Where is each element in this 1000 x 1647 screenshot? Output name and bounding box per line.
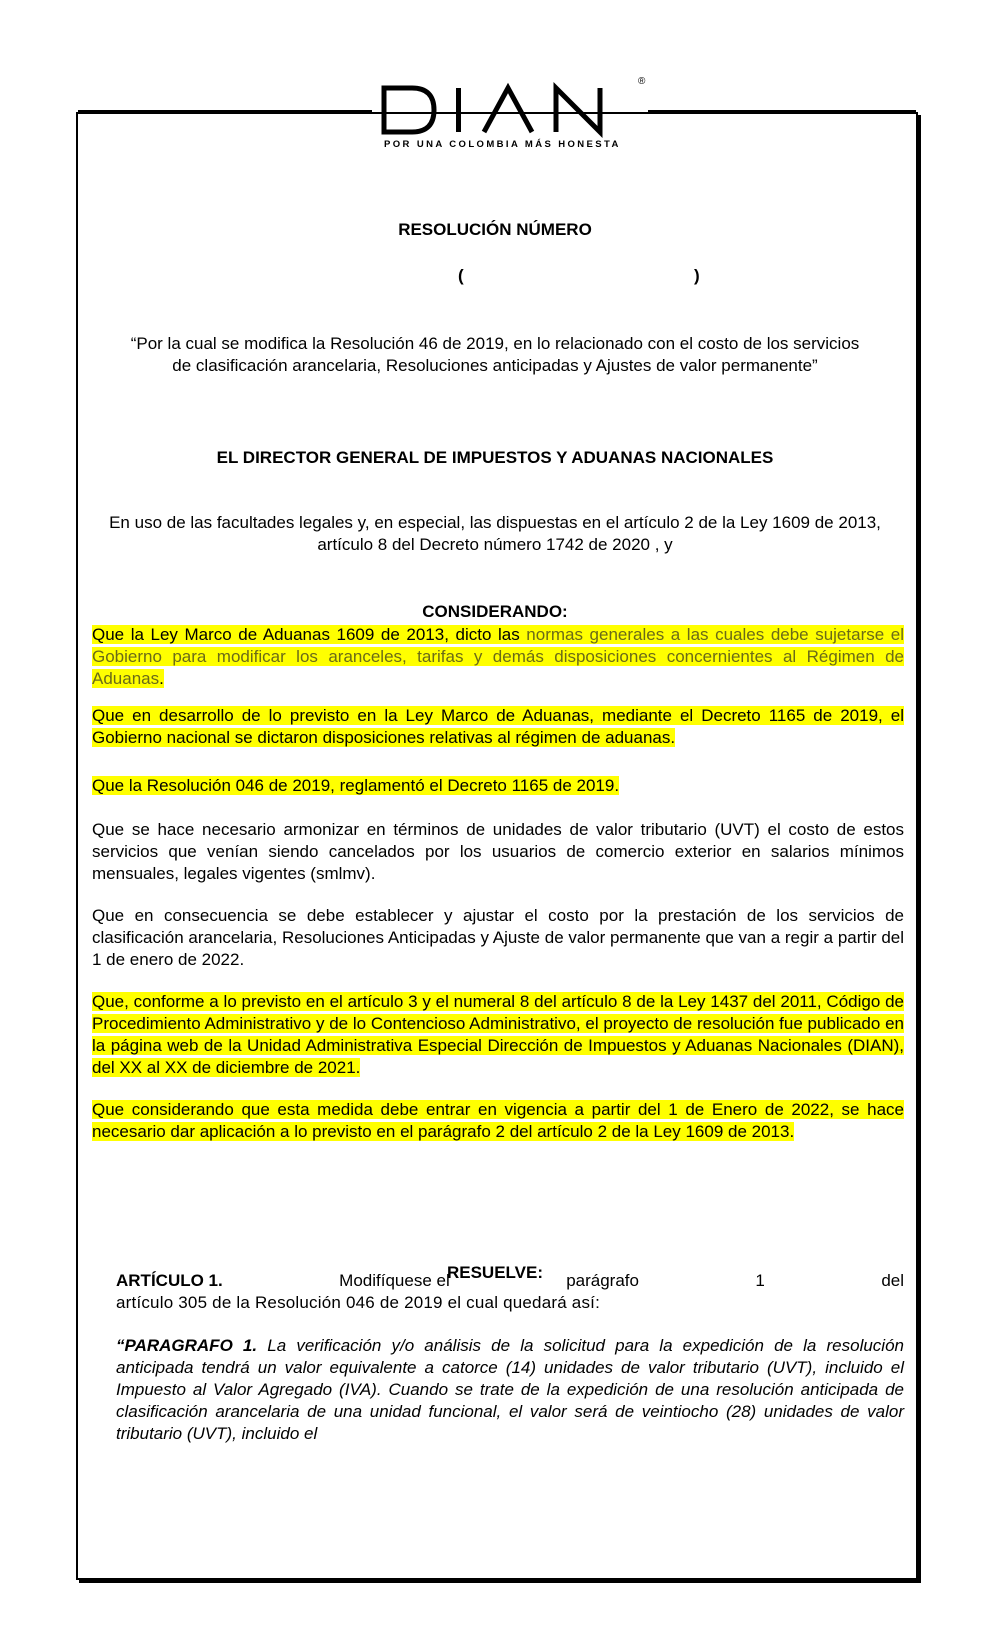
considerando-paragraph-6 bbox=[92, 991, 904, 1079]
p3-text: Que la Resolución 046 de 2019, reglamentó el Decreto 1165 de 2019. bbox=[92, 776, 620, 795]
logo-tagline: POR UNA COLOMBIA MÁS HONESTA bbox=[384, 139, 621, 150]
p6-text: Que, conforme a lo previsto en el artículo 3 y el numeral 8 del artículo 8 de la Ley 1437 del 2011, Código de Procedimiento Administrativo y de lo Contencioso Administrativo, el proyecto de resolución fue publicado en la página web de la Unidad Administrativa Especial Dirección de Impuestos y Aduanas Nacionales (DIAN), del XX al XX de diciembre de 2021. bbox=[92, 992, 904, 1077]
considerando-paragraph-1 bbox=[92, 624, 904, 690]
resolution-title: RESOLUCIÓN NÚMERO bbox=[398, 220, 592, 239]
paren-close: ) bbox=[694, 266, 700, 285]
articulo-1-line-1 bbox=[116, 1270, 904, 1292]
p7-text: Que considerando que esta medida debe entrar en vigencia a partir del 1 de Enero de 2022, se hace necesario dar aplicación a lo previsto en el parágrafo 2 del artículo 2 de la Ley 1609 de 2013. bbox=[92, 1100, 904, 1141]
considerando-paragraph-7 bbox=[92, 1099, 904, 1143]
articulo-1-line-2: artículo 305 de la Resolución 046 de 2019 el cual quedará así: bbox=[116, 1293, 601, 1312]
considerando-paragraph-2 bbox=[92, 705, 904, 749]
articulo-1-word-2: parágrafo bbox=[566, 1271, 639, 1290]
articulo-1-word-1: Modifíquese el bbox=[339, 1271, 450, 1290]
facultades-paragraph: En uso de las facultades legales y, en especial, las dispuestas en el artículo 2 de la Ley 1609 de 2013, artículo 8 del Decreto número 1742 de 2020 , y bbox=[109, 513, 881, 554]
resolution-subject: “Por la cual se modifica la Resolución 46 de 2019, en lo relacionado con el costo de los servicios de clasificación arancelaria, Resoluciones anticipadas y Ajustes de valor permanente” bbox=[130, 334, 860, 375]
p2-text: Que en desarrollo de lo previsto en la Ley Marco de Aduanas, mediante el Decreto 1165 de 2019, el Gobierno nacional se dictaron disposiciones relativas al régimen de aduanas. bbox=[92, 706, 904, 747]
p1-text-b: normas generales a las cuales debe sujetarse el Gobierno para modificar los aranceles, tarifas y demás disposiciones concernientes al Régimen de Aduanas bbox=[92, 625, 904, 688]
director-heading: EL DIRECTOR GENERAL DE IMPUESTOS Y ADUANAS NACIONALES bbox=[216, 448, 774, 467]
paragrafo-1-label: “PARAGRAFO 1. bbox=[116, 1336, 258, 1355]
p1-text-a: Que la Ley Marco de Aduanas 1609 de 2013, dicto las bbox=[92, 625, 527, 644]
considerando-paragraph-5: Que en consecuencia se debe establecer y ajustar el costo por la prestación de los servicios de clasificación arancelaria, Resoluciones Anticipadas y Ajuste de valor permanente que van a regir a partir del 1 de enero de 2022. bbox=[92, 906, 904, 969]
considerando-heading: CONSIDERANDO: bbox=[422, 602, 568, 621]
p1-text-c: . bbox=[159, 669, 164, 688]
resuelve-heading: RESUELVE: bbox=[446, 1263, 544, 1282]
paragrafo-1-text: La verificación y/o análisis de la solicitud para la expedición de la resolución anticipada tendrá un valor equivalente a catorce (14) unidades de valor tributario (UVT), incluido el Impuesto al Valor Agregado (IVA). Cuando se trate de la expedición de una resolución anticipada de clasificación arancelaria de una unidad funcional, el valor será de veintiocho (28) unidades de valor tributario (UVT), incluido el bbox=[116, 1336, 904, 1443]
considerando-paragraph-3 bbox=[92, 775, 904, 797]
articulo-1 bbox=[116, 1270, 904, 1314]
registered-mark: ® bbox=[638, 76, 646, 87]
considerando-paragraph-4: Que se hace necesario armonizar en términos de unidades de valor tributario (UVT) el costo de estos servicios que venían siendo cancelados por los usuarios de comercio exterior en salarios mínimos mensuales, legales vigentes (smlmv). bbox=[92, 820, 904, 883]
articulo-1-label: ARTÍCULO 1. bbox=[116, 1271, 223, 1290]
paragrafo-1 bbox=[116, 1335, 904, 1445]
articulo-1-word-3: 1 bbox=[755, 1271, 765, 1290]
articulo-1-word-4: del bbox=[881, 1271, 904, 1290]
paren-open: ( bbox=[458, 266, 464, 285]
